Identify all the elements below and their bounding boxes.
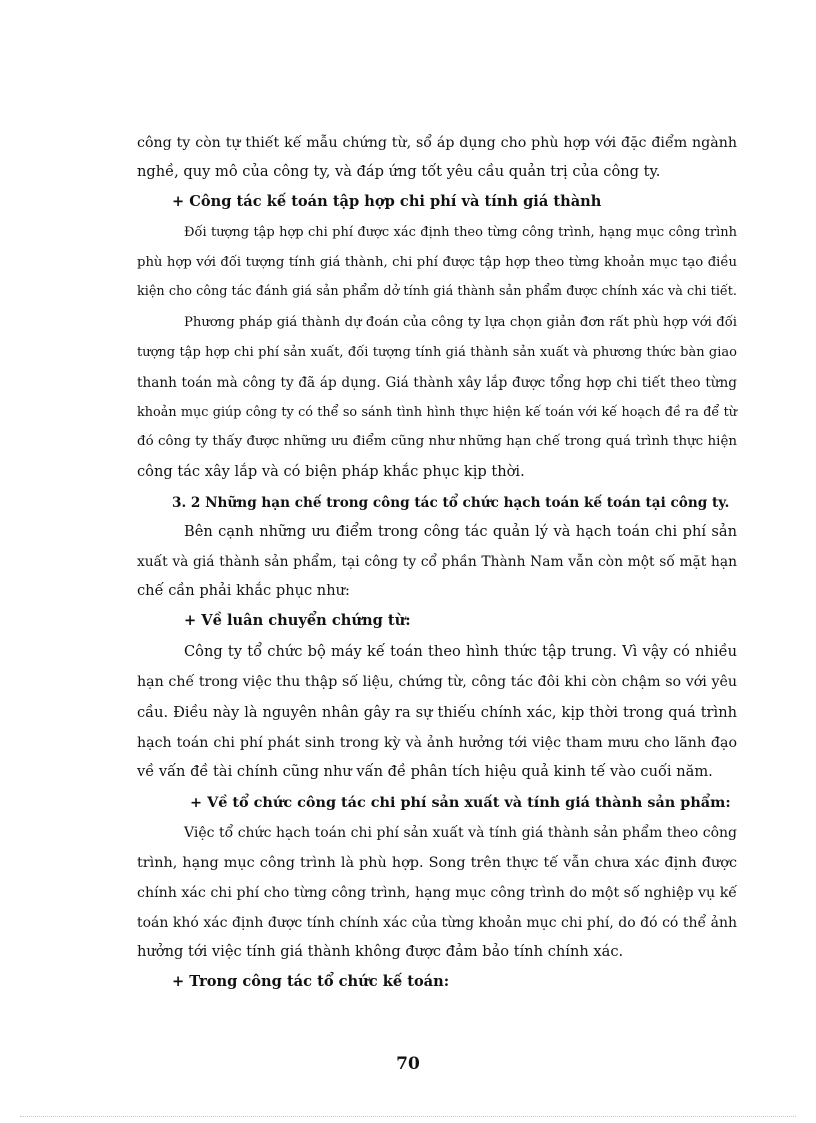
text-line: đó công ty thấy được những ưu điểm cũng như những hạn chế trong quá trình thực hiện — [137, 434, 737, 449]
text-line: Phương pháp giá thành dự đoán của công ty lựa chọn giản đơn rất phù hợp với đối — [184, 315, 737, 330]
text-line: tượng tập hợp chi phí sản xuất, đối tượng tính giá thành sản xuất và phương thức bàn giao — [137, 345, 737, 360]
text-line: thanh toán mà công ty đã áp dụng. Giá thành xây lắp được tổng hợp chi tiết theo từng — [137, 375, 737, 391]
text-line: Công ty tổ chức bộ máy kế toán theo hình thức tập trung. Vì vậy có nhiều — [184, 643, 737, 660]
text-line: Bên cạnh những ưu điểm trong công tác quản lý và hạch toán chi phí sản — [184, 523, 737, 540]
text-line: hạch toán chi phí phát sinh trong kỳ và ảnh hưởng tới việc tham mưu cho lãnh đạo — [137, 735, 737, 751]
text-line: trình, hạng mục công trình là phù hợp. Song trên thực tế vẫn chưa xác định được — [137, 855, 737, 871]
text-line: hạn chế trong việc thu thập số liệu, chứng từ, công tác đôi khi còn chậm so với yêu — [137, 674, 737, 690]
text-line: công tác xây lắp và có biện pháp khắc phục kịp thời. — [137, 463, 525, 480]
text-line: Đối tượng tập hợp chi phí được xác định theo từng công trình, hạng mục công trình — [184, 225, 737, 240]
section-heading: + Trong công tác tổ chức kế toán: — [172, 973, 450, 990]
text-line: cầu. Điều này là nguyên nhân gây ra sự thiếu chính xác, kịp thời trong quá trình — [137, 704, 737, 721]
text-line: chế cần phải khắc phục như: — [137, 582, 350, 599]
page-number: 70 — [396, 1054, 420, 1074]
text-line: kiện cho công tác đánh giá sản phẩm dở tính giá thành sản phẩm được chính xác và chi tiết. — [137, 284, 737, 299]
text-line: về vấn đề tài chính cũng như vấn đề phân tích hiệu quả kinh tế vào cuối năm. — [137, 763, 713, 780]
section-heading: 3. 2 Những hạn chế trong công tác tổ chức hạch toán kế toán tại công ty. — [172, 495, 730, 511]
text-line: Việc tổ chức hạch toán chi phí sản xuất và tính giá thành sản phẩm theo công — [184, 825, 737, 841]
page-edge-divider — [20, 1116, 796, 1117]
text-line: toán khó xác định được tính chính xác của từng khoản mục chi phí, do đó có thể ảnh — [137, 915, 737, 931]
section-heading: + Về luân chuyển chứng từ: — [184, 612, 411, 629]
text-line: hưởng tới việc tính giá thành không được đảm bảo tính chính xác. — [137, 943, 624, 960]
text-line: xuất và giá thành sản phẩm, tại công ty cổ phần Thành Nam vẫn còn một số mặt hạn — [137, 554, 737, 570]
text-line: nghề, quy mô của công ty, và đáp ứng tốt yêu cầu quản trị của công ty. — [137, 163, 661, 180]
text-line: phù hợp với đối tượng tính giá thành, chi phí được tập hợp theo từng khoản mục tạo điều — [137, 255, 737, 270]
text-line: chính xác chi phí cho từng công trình, hạng mục công trình do một số nghiệp vụ kế — [137, 885, 738, 901]
text-line: công ty còn tự thiết kế mẫu chứng từ, sổ áp dụng cho phù hợp với đặc điểm ngành — [137, 135, 737, 151]
section-heading: + Công tác kế toán tập hợp chi phí và tính giá thành — [172, 193, 602, 210]
text-line: khoản mục giúp công ty có thể so sánh tình hình thực hiện kế toán với kế hoạch đề ra để từ — [137, 405, 737, 420]
section-heading: + Về tổ chức công tác chi phí sản xuất và tính giá thành sản phẩm: — [190, 794, 731, 811]
